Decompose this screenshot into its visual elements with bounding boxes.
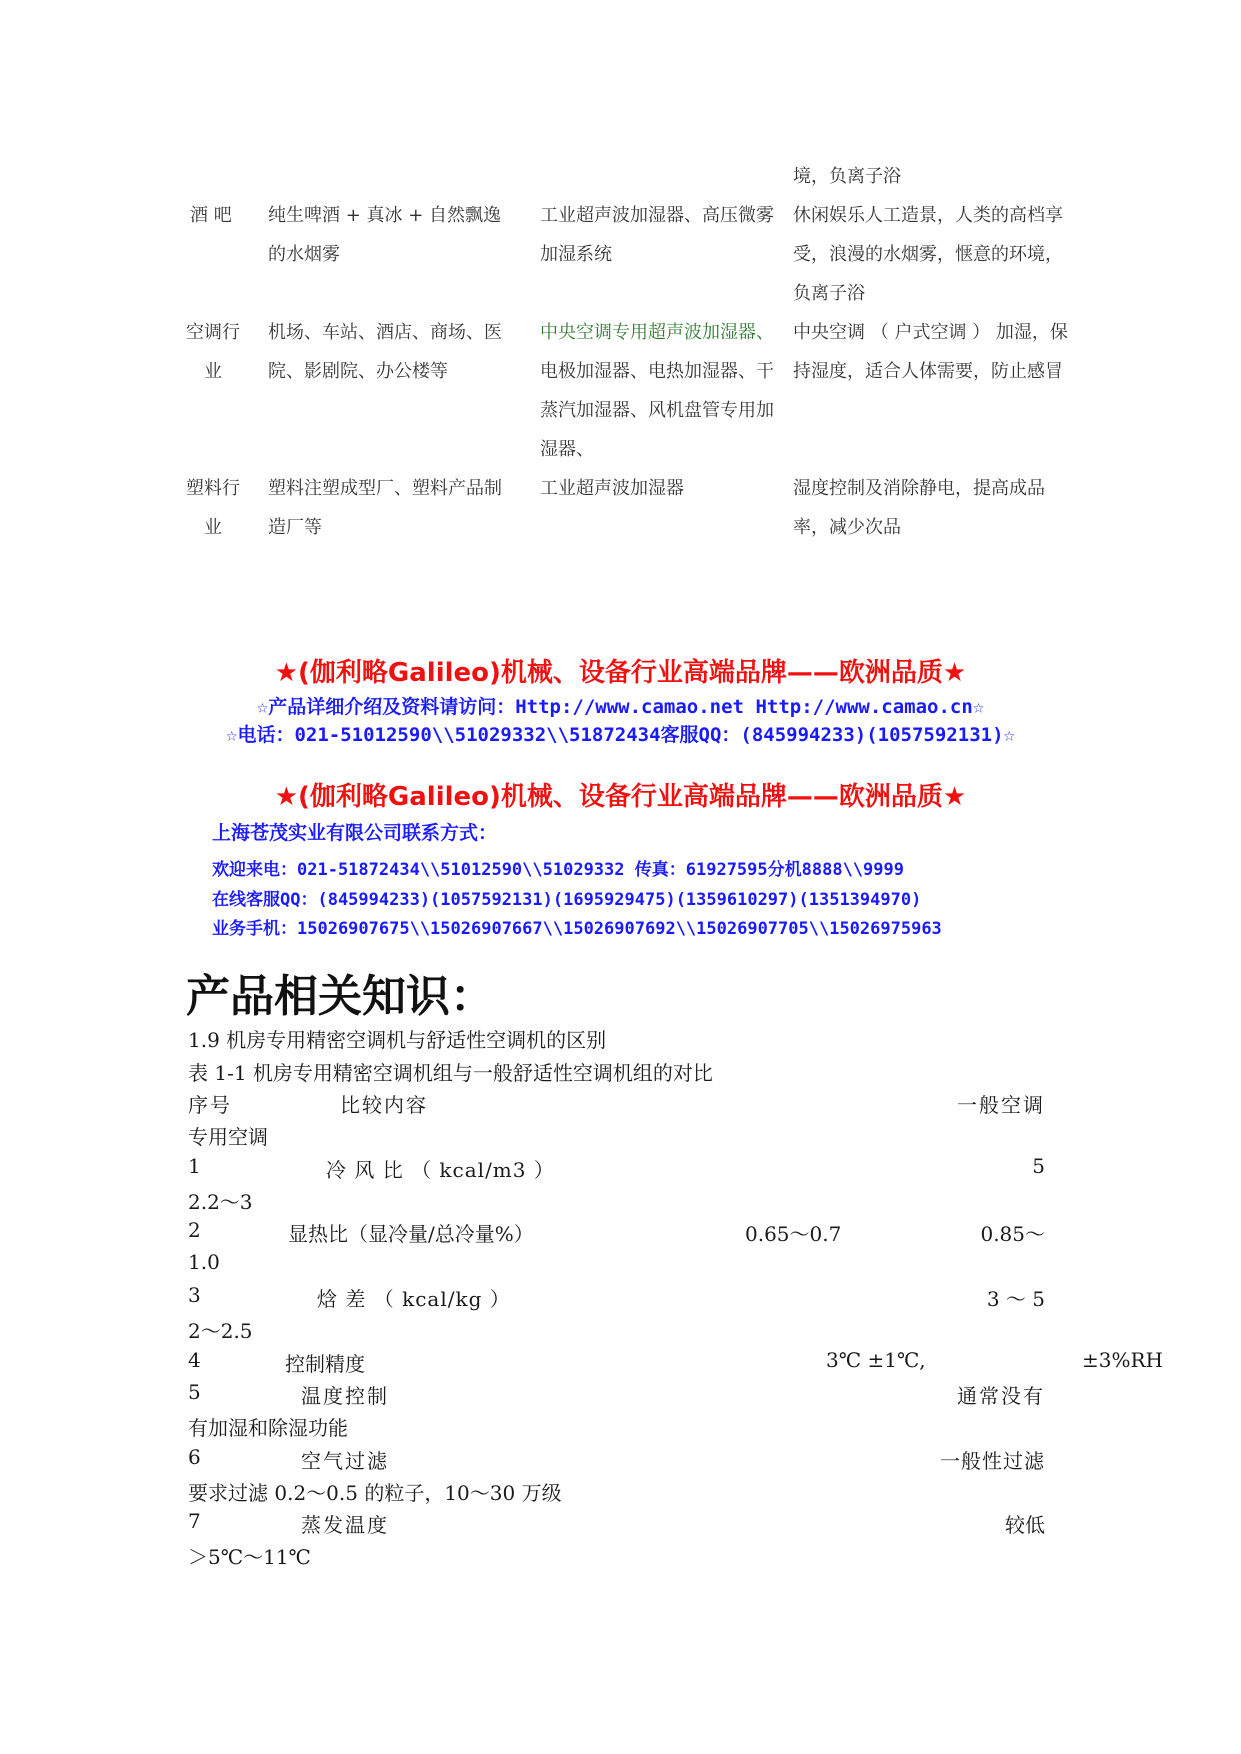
table-cell: 纯生啤酒 + 真冰 + 自然飘逸的水烟雾 [268, 205, 502, 265]
col-header-special: 专用空调 [188, 1125, 268, 1149]
row-item: 冷 风 比 （ kcal/m3 ） [326, 1158, 555, 1182]
highlight-text: 中央空调专用超声波加湿器、 [540, 322, 774, 343]
row-special: 要求过滤 0.2～0.5 的粒子，10～30 万级 [188, 1481, 562, 1505]
row-item: 显热比（显冷量/总冷量%） [288, 1222, 534, 1246]
row-special: 有加湿和除湿功能 [188, 1416, 348, 1440]
section-heading: 产品相关知识： [186, 971, 494, 1022]
table-cell: 工业超声波加湿器、高压微雾加湿系统 [540, 205, 774, 265]
table-cell [540, 313, 780, 469]
table-cell: 塑料行业 [186, 478, 240, 538]
row-general: 3 ～ 5 [986, 1287, 1045, 1311]
table-caption: 表 1-1 机房专用精密空调机组与一般舒适性空调机组的对比 [188, 1061, 713, 1085]
banner-title: ★(伽利略Galileo)机械、设备行业高端品牌——欧洲品质★ [274, 782, 967, 812]
row-general: 3℃ ±1℃, [826, 1348, 926, 1372]
row-special: 1.0 [188, 1250, 220, 1274]
table-cell: 酒 吧 [190, 205, 232, 226]
table-cell: 工业超声波加湿器 [540, 478, 684, 499]
col-header-item: 比较内容 [340, 1093, 428, 1117]
row-special: ＞5℃～11℃ [188, 1545, 311, 1569]
row-general: 通常没有 [957, 1384, 1045, 1408]
row-item: 焓 差 （ kcal/kg ） [317, 1287, 511, 1311]
row-no: 2 [188, 1218, 201, 1242]
row-no: 7 [188, 1509, 201, 1533]
cell-text: 电极加湿器、电热加湿器、干蒸汽加湿器、风机盘管专用加湿器、 [540, 361, 774, 460]
row-special: ±3%RH [1082, 1348, 1163, 1372]
row-item: 空气过滤 [301, 1449, 389, 1473]
row-general: 较低 [1005, 1513, 1045, 1537]
table-cell: 空调行业 [186, 322, 240, 382]
table-cell: 机场、车站、酒店、商场、医院、影剧院、办公楼等 [268, 322, 502, 382]
row-no: 3 [188, 1283, 201, 1307]
contact-tel: 欢迎来电：021-51872434\\51012590\\51029332 传真：61927595分机8888\\9999 [212, 860, 904, 880]
table-cell: 塑料注塑成型厂、塑料产品制造厂等 [268, 478, 502, 538]
row-special: 2～2.5 [188, 1319, 253, 1343]
row-no: 6 [188, 1445, 201, 1469]
row-item: 温度控制 [301, 1384, 389, 1408]
banner-title: ★(伽利略Galileo)机械、设备行业高端品牌——欧洲品质★ [274, 658, 967, 688]
row-general: 一般性过滤 [940, 1449, 1045, 1473]
row-no: 4 [188, 1348, 201, 1372]
row-special-part: 0.85～ [980, 1222, 1045, 1246]
contact-mobile: 业务手机：15026907675\\15026907667\\15026907692\\15026907705\\15026975963 [212, 919, 942, 939]
banner-visit-link[interactable]: ☆产品详细介绍及资料请访问：Http://www.camao.net Http://www.camao.cn☆ [256, 696, 985, 718]
table-cell: 中央空调 （ 户式空调 ） 加湿，保持湿度，适合人体需要，防止感冒 [793, 322, 1068, 382]
row-general: 0.65～0.7 [745, 1222, 842, 1246]
row-no: 1 [188, 1154, 201, 1178]
col-header-no: 序号 [188, 1093, 232, 1117]
table-cell: 境，负离子浴 [793, 166, 901, 187]
row-no: 5 [188, 1380, 201, 1404]
banner-phone: ☆电话：021-51012590\\51029332\\51872434客服QQ：(845994233)(1057592131)☆ [226, 724, 1015, 746]
subsection-title: 1.9 机房专用精密空调机与舒适性空调机的区别 [188, 1028, 607, 1052]
row-special: 2.2～3 [188, 1190, 253, 1214]
table-cell: 湿度控制及消除静电，提高成品率，减少次品 [793, 478, 1045, 538]
row-general: 5 [1032, 1154, 1045, 1178]
company-contact-label: 上海苍茂实业有限公司联系方式： [212, 822, 498, 844]
contact-qq: 在线客服QQ：(845994233)(1057592131)(1695929475)(1359610297)(1351394970) [212, 890, 922, 910]
table-cell: 休闲娱乐人工造景，人类的高档享受，浪漫的水烟雾，惬意的环境，负离子浴 [793, 205, 1063, 304]
row-item: 蒸发温度 [301, 1513, 389, 1537]
col-header-general: 一般空调 [957, 1093, 1045, 1117]
row-item: 控制精度 [285, 1352, 365, 1376]
